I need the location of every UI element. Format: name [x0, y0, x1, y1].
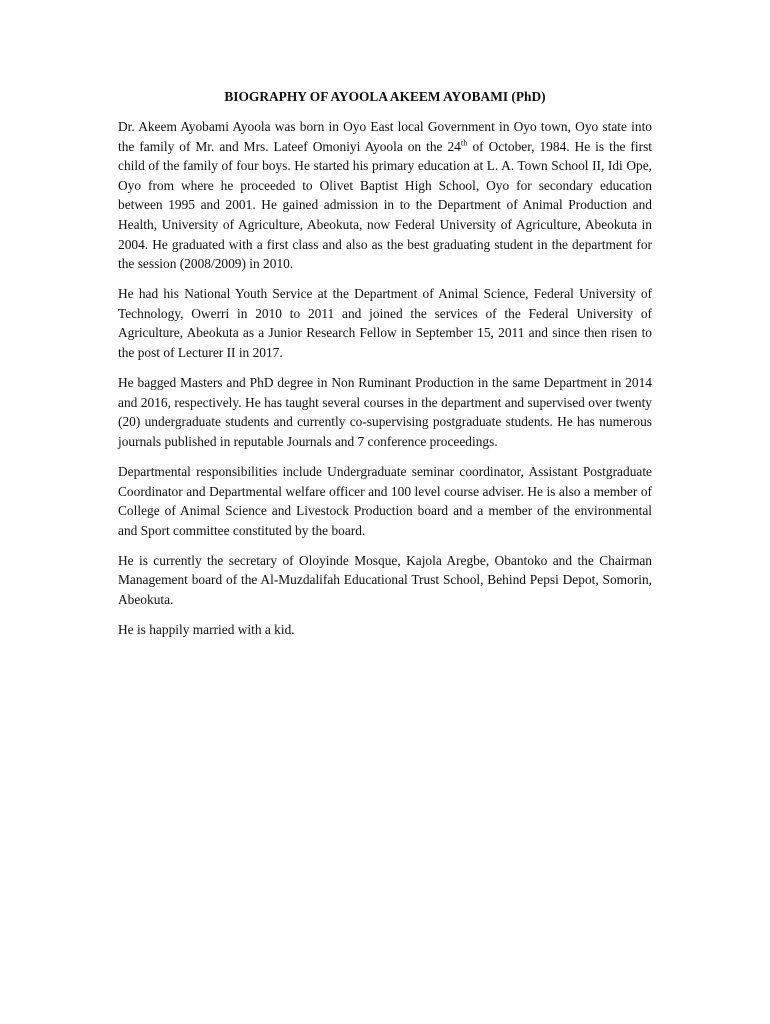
paragraph-responsibilities: Departmental responsibilities include Undergraduate seminar coordinator, Assistant Postgraduate Coordinator and Departmental welfare officer and 100 level course adviser. He is also a member of College of Animal Science and Livestock Production board and a member of the environmental and Sport committee constituted by the board. — [118, 464, 652, 538]
document-title: BIOGRAPHY OF AYOOLA AKEEM AYOBAMI (PhD) — [224, 89, 546, 104]
paragraph-community: He is currently the secretary of Oloyinde Mosque, Kajola Aregbe, Obantoko and the Chairman Management board of the Al-Muzdalifah Educational Trust School, Behind Pepsi Depot, Somorin, Abeokuta. — [118, 552, 652, 608]
paragraph-degrees: He bagged Masters and PhD degree in Non Ruminant Production in the same Department in 2014 and 2016, respectively. He has taught several courses in the department and supervised over twenty (20) undergraduate students and currently co-supervising postgraduate students. He has numerous journals published in reputable Journals and 7 conference proceedings. — [118, 375, 652, 449]
paragraph-family: He is happily married with a kid. — [118, 622, 295, 638]
ordinal-suffix: th — [460, 137, 468, 148]
document-page — [118, 88, 652, 650]
paragraph-early-life — [118, 117, 652, 274]
paragraph-early-life-text-end: of October, 1984. He is the first child of the family of four boys. He started his primary education at L. A. Town School II, Idi Ope, Oyo from where he proceeded to Olivet Baptist High School, Oyo for secondary education between 1995 and 2001. He gained admission in to the Department of Animal Production and Health, University of Agriculture, Abeokuta, now Federal University of Agriculture, Abeokuta in 2004. He graduated with a first class and also as the best graduating student in the department for the session (2008/2009) in 2010. — [118, 138, 652, 272]
paragraph-early-life-text-start: Dr. Akeem Ayobami Ayoola was born in Oyo East local Government in Oyo town, Oyo state into the family of Mr. and Mrs. Lateef Omoniyi Ayoola on the 24 — [118, 119, 652, 154]
paragraph-career: He had his National Youth Service at the Department of Animal Science, Federal University of Technology, Owerri in 2010 to 2011 and joined the services of the Federal University of Agriculture, Abeokuta as a Junior Research Fellow in September 15, 2011 and since then risen to the post of Lecturer II in 2017. — [118, 286, 652, 361]
